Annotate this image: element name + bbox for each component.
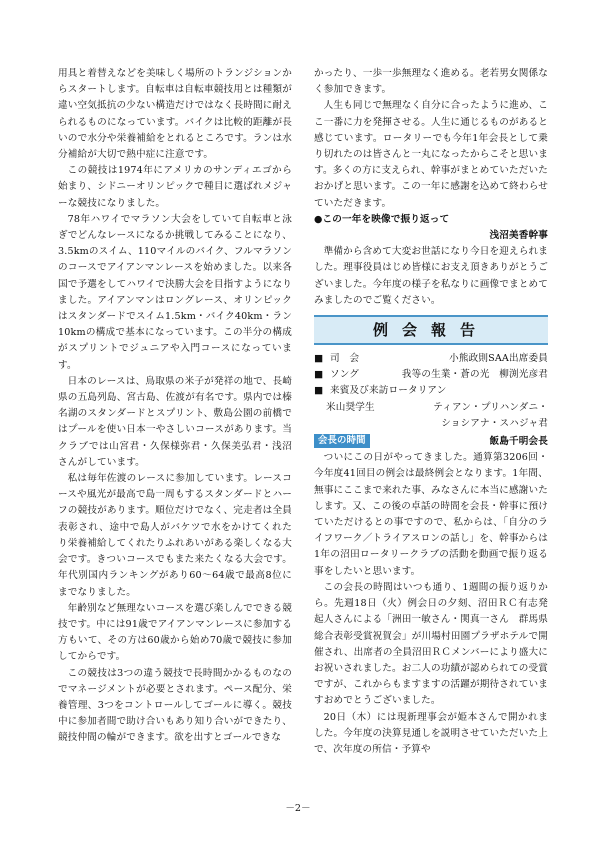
guest-name: ショシアナ・スハジャ君: [441, 417, 548, 429]
president-time-header: [314, 434, 548, 450]
paragraph: 準備から含めて大変お世話になり今日を迎えられました。理事役員はじめ皆様にお支え頂きありがとうございました。今年度の様子を私なりに画像でまとめてみましたのでご覧ください。: [314, 246, 548, 306]
paragraph: 78年ハワイでマラソン大会をしていて自転車と泳ぎでどんなレースになるか挑戦してみることになり、3.5kmのスイム、110マイルのバイク、フルマラソンのコースでアイアンマンレースを始めました。以来各国で予選をしてハワイで決勝大会を目指すようになりました。アイアンマンはロングレース、オリンピックはスタンダードでスイム1.5km・バイク40km・ラン10kmの構成で基本になっています。この半分の構成がスプリントでジュニアや入門コースになっています。: [58, 213, 292, 371]
left-column: [58, 66, 292, 747]
paragraph: 人生も同じで無理なく自分に合ったように進め、ここ一番に力を発揮させる。人生に通じるものがあると感じています。ロータリーでも今年1年会長として乗り切れたのは皆さんと一丸になったからこそと思います。多くの方に支えられ、幹事がまとめていただいたおかげと思います。この一年に感謝を込めて終わらせていただきます。: [314, 100, 548, 209]
square-bullet-icon: ■: [314, 353, 324, 365]
role-row-mc: [314, 351, 548, 367]
guest-row: [314, 400, 548, 416]
paragraph: 用具と着替えなどを美味しく場所のトランジションからスタートします。自転車は自転車競技用とは種類が違い空気抵抗の少ない構造だけではなく長時間に耐えられるものになっています。バイクは比較的距離が長いので水分や栄養補給をとれるところです。ランは水分補給が大切で熱中症に注意です。: [58, 68, 292, 161]
role-title: 司 会: [330, 353, 360, 365]
role-row-guests: [314, 383, 548, 399]
guest-row: [314, 416, 548, 432]
square-bullet-icon: ■: [314, 369, 324, 381]
paragraph: かったり、一歩一歩無理なく進める。老若男女関係なく参加できます。: [314, 68, 548, 96]
president-time-tag: 会長の時間: [314, 434, 370, 448]
paragraph: ついにこの日がやってきました。通算第3206回・今年度41回目の例会は最終例会となります。1年間、無事にここまで来れた事、みなさんに本当に感謝いたします。又、この後の卓話の時間を会長・幹事に預けていただけるとの事ですので、私からは、「自分のライフワーク／トライアスロンの話し」を、幹事からは1年の沼田ロータリークラブの活動を動画で振り返る事をしたいと思います。: [314, 452, 548, 577]
role-title: ソング: [330, 369, 360, 381]
right-column: [314, 66, 548, 758]
paragraph: この競技は3つの違う競技で長時間かかるものなのでマネージメントが必要とされます。ペース配分、栄養管理、3つをコントロールしてゴールに導く。競技中に参加者間で助け合いもあり知り合いができたり、競技仲間の輪ができます。欲を出すとゴールできな: [58, 667, 292, 744]
square-bullet-icon: ■: [314, 385, 324, 397]
paragraph: この会長の時間はいつも通り、1週間の振り返りから。先週18日（火）例会日の夕刻、沼田ＲＣ有志発起人さんによる「洲田一敏さん・関真一さん 群馬県総合表彰受賞祝賀会」が川場村田園プラザホテルで開催され、出席者の全員沼田ＲＣメンバーにより盛大にお祝いされました。お二人の功績が認められての受賞ですが、これからもますますの活躍が期待されていますおめでとうございました。: [314, 581, 548, 707]
guest-label: 米山奨学生: [326, 401, 375, 413]
video-section-byline: 浅沼美香幹事: [489, 230, 548, 242]
role-name: 我等の生業・蒼の光 柳渕光彦君: [401, 369, 548, 381]
guest-name: ティアン・プリハンダニ・: [433, 401, 548, 413]
role-title: 来賓及び来訪ロータリアン: [330, 385, 447, 397]
paragraph: 20日（木）には現新理事会が姫本さんで開かれました。今年度の決算見通しを説明させていただいた上で、次年度の所信・予算や: [314, 711, 548, 755]
paragraph: 年齢別など無理ないコースを選び楽しんでできる競技です。中には91歳でアイアンマンレースに参加する方もいて、その方は60歳から始め70歳で競技に参加してからです。: [58, 602, 292, 663]
paragraph: 日本のレースは、鳥取県の米子が発祥の地で、長崎県の五島列島、宮古島、佐渡が有名です。県内では榛名湖のスタンダードとスプリント、敷島公園の前橋ではプールを使い日本一やさしいコースがあります。当クラブでは山宮君・久保様弥君・久保美弘君・浅沼さんがしています。: [58, 375, 292, 468]
president-byline: 飯島千明会長: [489, 436, 548, 448]
meeting-report-banner: 例会報告: [314, 315, 548, 345]
video-section-heading: ●この一年を映像で振り返って: [314, 213, 450, 225]
paragraph: この競技は1974年にアメリカのサンディエゴから始まり、シドニーオリンピックで種目に選ばれメジャーな競技になりました。: [58, 165, 292, 209]
role-name: 小熊政則SAA出席委員: [449, 353, 548, 365]
role-row-song: [314, 367, 548, 383]
paragraph: 私は毎年佐渡のレースに参加しています。レースコースや風光が最高で島一周もするスタンダードとハーフの競技があります。順位だけでなく、完走者は全員表彰され、途中で島人がバケツで水をかけてくれたり栄養補給してくれたりふれあいがある楽しくなる大会です。きついコースでもまた来たくなる大会です。年代別国内ランキングがあり60～64歳で最高8位にまでなりました。: [58, 473, 292, 598]
page-number: －2－: [285, 803, 311, 814]
